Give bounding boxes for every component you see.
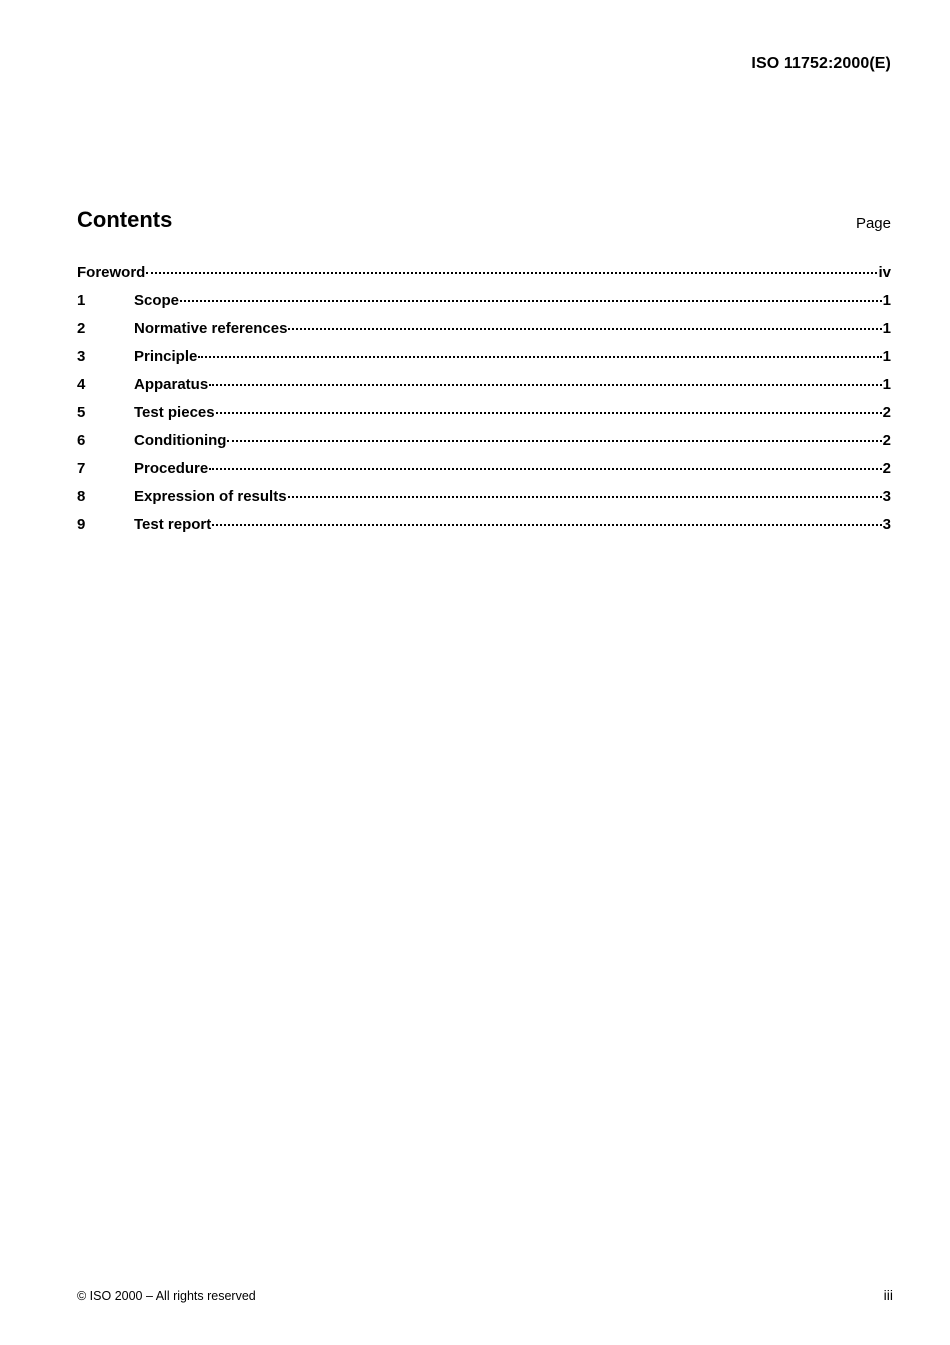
toc-dot-leader [216,412,882,414]
toc-entry-number: 1 [77,292,86,309]
toc-entry-page: 3 [882,516,891,533]
toc-dot-leader [198,356,881,358]
toc-entry-title[interactable]: Foreword [77,264,146,281]
toc-entry-page: 2 [882,432,891,449]
toc-entry-scope[interactable] [77,292,891,320]
toc-dot-leader [180,300,882,302]
toc-entry-number: 8 [77,488,86,505]
toc-entry-number: 2 [77,320,86,337]
toc-entry-page: 1 [882,348,891,365]
toc-entry-principle[interactable] [77,348,891,376]
toc-entry-page: 2 [882,404,891,421]
toc-entry-apparatus[interactable] [77,376,891,404]
toc-entry-number: 4 [77,376,86,393]
toc-entry-page: 1 [882,376,891,393]
toc-entry-number: 6 [77,432,86,449]
toc-entry-page: iv [878,264,891,281]
toc-entry-number: 7 [77,460,86,477]
toc-entry-title[interactable]: Scope [134,292,180,309]
toc-entry-title[interactable]: Apparatus [134,376,209,393]
contents-heading: Contents [77,207,173,232]
toc-dot-leader [209,384,881,386]
toc-dot-leader [209,468,881,470]
footer-copyright: © ISO 2000 – All rights reserved [77,1289,256,1303]
toc-entry-test-pieces[interactable] [77,404,891,432]
toc-entry-expression-of-results[interactable] [77,488,891,516]
toc-dot-leader [146,272,877,274]
toc-entry-page: 3 [882,488,891,505]
page-column-label: Page [855,215,891,232]
toc-entry-page: 1 [882,292,891,309]
document-id: ISO 11752:2000(E) [751,55,891,72]
toc-entry-title[interactable]: Expression of results [134,488,287,505]
toc-dot-leader [288,328,881,330]
toc-entry-procedure[interactable] [77,460,891,488]
toc-entry-normative-references[interactable] [77,320,891,348]
toc-entry-number: 9 [77,516,86,533]
toc-entry-conditioning[interactable] [77,432,891,460]
toc-entry-page: 1 [882,320,891,337]
footer-page-number: iii [883,1287,893,1303]
toc-dot-leader [288,496,882,498]
toc-entry-title[interactable]: Normative references [134,320,288,337]
toc-entry-title[interactable]: Test pieces [134,404,215,421]
toc-entry-title[interactable]: Test report [134,516,212,533]
toc-entry-foreword[interactable] [77,264,891,292]
toc-dot-leader [212,524,881,526]
toc-entry-test-report[interactable] [77,516,891,544]
toc-entry-number: 5 [77,404,86,421]
toc-entry-title[interactable]: Conditioning [134,432,227,449]
toc-entry-title[interactable]: Principle [134,348,198,365]
toc-entry-page: 2 [882,460,891,477]
table-of-contents [77,264,891,544]
toc-dot-leader [227,440,881,442]
toc-entry-title[interactable]: Procedure [134,460,209,477]
toc-entry-number: 3 [77,348,86,365]
